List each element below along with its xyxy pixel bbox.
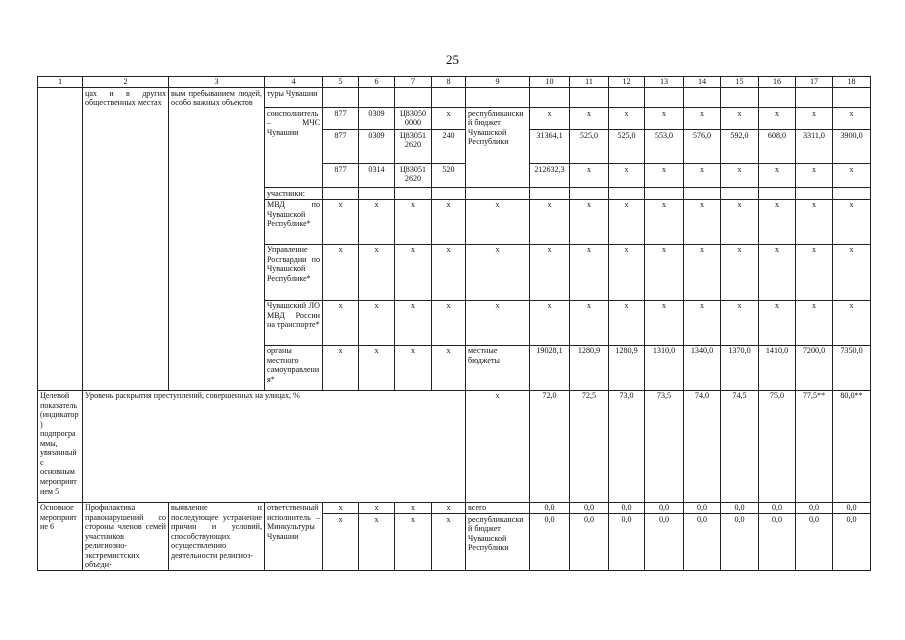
budget-source-cell: местные бюджеты	[466, 345, 530, 390]
value-cell: 7350,0	[833, 345, 871, 390]
code-cell: 877	[323, 164, 359, 188]
value-cell: 72,0	[530, 390, 570, 502]
header-cell: 4	[265, 77, 323, 88]
value-cell: 1370,0	[721, 345, 759, 390]
participant-cell: Чувашский ЛО МВД России на транспорте*	[265, 300, 323, 345]
value-cell: 0,0	[645, 502, 684, 514]
value-cell: 0,0	[796, 514, 833, 571]
budget-source-cell: х	[466, 300, 530, 345]
code-cell: Ц83051 2620	[395, 164, 432, 188]
header-cell: 18	[833, 77, 871, 88]
value-cell: 3900,0	[833, 130, 871, 164]
code-cell: х	[359, 300, 395, 345]
code-cell: х	[395, 502, 432, 514]
value-cell: х	[530, 108, 570, 130]
code-cell: 240	[432, 130, 466, 164]
value-cell: 553,0	[645, 130, 684, 164]
code-cell: х	[359, 199, 395, 244]
value-cell: х	[833, 164, 871, 188]
value-cell: х	[609, 164, 645, 188]
value-cell: х	[833, 199, 871, 244]
header-cell: 8	[432, 77, 466, 88]
value-cell: 0,0	[570, 514, 609, 571]
value-cell: х	[530, 244, 570, 300]
header-cell: 2	[83, 77, 169, 88]
value-cell: 0,0	[759, 514, 796, 571]
value-cell: х	[759, 300, 796, 345]
value-cell: х	[570, 244, 609, 300]
table-row	[38, 88, 871, 108]
code-cell: х	[359, 244, 395, 300]
value-cell: 0,0	[645, 514, 684, 571]
code-cell: х	[432, 108, 466, 130]
header-cell: 3	[169, 77, 265, 88]
value-cell: х	[570, 300, 609, 345]
value-cell: х	[833, 108, 871, 130]
value-cell: 0,0	[684, 502, 721, 514]
value-cell: х	[833, 244, 871, 300]
value-cell: 1410,0	[759, 345, 796, 390]
value-cell: 1340,0	[684, 345, 721, 390]
code-cell: х	[359, 514, 395, 571]
value-cell: 0,0	[721, 502, 759, 514]
header-row	[38, 77, 871, 88]
event-label-cell: Основное мероприятие 6	[38, 502, 83, 571]
value-cell: 212632,3	[530, 164, 570, 188]
value-cell: х	[759, 108, 796, 130]
executor-cell: соисполнитель – МЧС Чувашии	[265, 108, 323, 188]
budget-source-cell: всего	[466, 502, 530, 514]
header-cell: 15	[721, 77, 759, 88]
value-cell: 3311,0	[796, 130, 833, 164]
value-cell: х	[609, 199, 645, 244]
value-cell: 73,0	[609, 390, 645, 502]
header-cell: 10	[530, 77, 570, 88]
value-cell: х	[796, 164, 833, 188]
code-cell: 877	[323, 130, 359, 164]
value-cell: х	[833, 300, 871, 345]
value-cell: 0,0	[609, 514, 645, 571]
value-cell: х	[645, 199, 684, 244]
value-cell: 525,0	[609, 130, 645, 164]
indicator-c9-cell: х	[466, 390, 530, 502]
value-cell: 74,0	[684, 390, 721, 502]
value-cell: 0,0	[530, 502, 570, 514]
code-cell: 520	[432, 164, 466, 188]
value-cell: 0,0	[570, 502, 609, 514]
code-cell: х	[432, 345, 466, 390]
value-cell: 77,5**	[796, 390, 833, 502]
code-cell: х	[395, 514, 432, 571]
value-cell: х	[645, 300, 684, 345]
value-cell: 75,0	[759, 390, 796, 502]
value-cell: х	[570, 164, 609, 188]
code-cell: х	[323, 345, 359, 390]
header-cell: 13	[645, 77, 684, 88]
participants-label: участники:	[265, 188, 323, 200]
value-cell: х	[796, 108, 833, 130]
value-cell: 19028,1	[530, 345, 570, 390]
participant-cell: органы местного самоуправления*	[265, 345, 323, 390]
event-description-cell: вым пребыванием людей, особо важных объектов	[169, 88, 265, 391]
value-cell: 74,5	[721, 390, 759, 502]
code-cell: х	[432, 514, 466, 571]
code-cell: х	[395, 300, 432, 345]
value-cell: х	[684, 164, 721, 188]
value-cell: х	[609, 244, 645, 300]
header-cell: 17	[796, 77, 833, 88]
value-cell: х	[645, 244, 684, 300]
code-cell: х	[323, 244, 359, 300]
code-cell: 0314	[359, 164, 395, 188]
value-cell: 0,0	[796, 502, 833, 514]
value-cell: х	[721, 300, 759, 345]
event-name-cell: цах и в других общественных местах	[83, 88, 169, 391]
budget-source-cell: республиканский бюджет Чувашской Республики	[466, 514, 530, 571]
code-cell: х	[432, 244, 466, 300]
value-cell: 0,0	[684, 514, 721, 571]
value-cell: х	[721, 244, 759, 300]
event-name-cell: Профилактика правонарушений со стороны членов семей участников религиозно-экстремистских объеди-	[83, 502, 169, 571]
value-cell: 0,0	[609, 502, 645, 514]
budget-source-cell: х	[466, 244, 530, 300]
code-cell: Ц83050 0000	[395, 108, 432, 130]
code-cell: Ц83051 2620	[395, 130, 432, 164]
value-cell: 72,5	[570, 390, 609, 502]
value-cell: х	[796, 244, 833, 300]
value-cell: 31364,1	[530, 130, 570, 164]
header-cell: 1	[38, 77, 83, 88]
value-cell: х	[759, 244, 796, 300]
value-cell: 73,5	[645, 390, 684, 502]
code-cell: 0309	[359, 130, 395, 164]
event-label-cell	[38, 88, 83, 391]
value-cell: х	[796, 199, 833, 244]
header-cell: 7	[395, 77, 432, 88]
header-cell: 5	[323, 77, 359, 88]
value-cell: 1280,9	[570, 345, 609, 390]
value-cell: х	[684, 199, 721, 244]
value-cell: 1280,9	[609, 345, 645, 390]
value-cell: х	[570, 108, 609, 130]
budget-source-cell: республиканский бюджет Чувашской Республики	[466, 108, 530, 188]
value-cell: 525,0	[570, 130, 609, 164]
code-cell: х	[432, 300, 466, 345]
event-description-cell: выявление и последующее устранение причин и условий, способствующих осуществлению деятельности религиоз-	[169, 502, 265, 571]
value-cell: 0,0	[833, 514, 871, 571]
value-cell: х	[684, 244, 721, 300]
header-cell: 11	[570, 77, 609, 88]
value-cell: х	[721, 199, 759, 244]
value-cell: 80,0**	[833, 390, 871, 502]
table-row	[38, 502, 871, 514]
code-cell: х	[323, 199, 359, 244]
executor-cell: ответственный исполнитель – Минкультуры Чувашии	[265, 502, 323, 571]
value-cell: х	[609, 300, 645, 345]
indicator-row	[38, 390, 871, 502]
value-cell: х	[684, 300, 721, 345]
value-cell: 0,0	[530, 514, 570, 571]
code-cell: х	[359, 345, 395, 390]
header-cell: 16	[759, 77, 796, 88]
value-cell: х	[645, 108, 684, 130]
code-cell: х	[395, 345, 432, 390]
header-cell: 14	[684, 77, 721, 88]
value-cell: 576,0	[684, 130, 721, 164]
participant-cell: МВД по Чувашской Республике*	[265, 199, 323, 244]
page-number: 25	[446, 52, 459, 67]
code-cell: х	[395, 244, 432, 300]
value-cell: 0,0	[833, 502, 871, 514]
budget-source-cell: х	[466, 199, 530, 244]
value-cell: х	[759, 199, 796, 244]
indicator-text-cell: Уровень раскрытия преступлений, совершенных на улицах, %	[83, 390, 466, 502]
value-cell: 1310,0	[645, 345, 684, 390]
value-cell: х	[796, 300, 833, 345]
value-cell: х	[759, 164, 796, 188]
code-cell: 0309	[359, 108, 395, 130]
value-cell: 0,0	[721, 514, 759, 571]
code-cell: х	[395, 199, 432, 244]
code-cell: х	[432, 502, 466, 514]
code-cell: 877	[323, 108, 359, 130]
value-cell: х	[721, 164, 759, 188]
code-cell: х	[323, 502, 359, 514]
header-cell: 9	[466, 77, 530, 88]
executor-cell: туры Чувашии	[265, 88, 323, 108]
indicator-label-cell: Целевой показатель (индикатор) подпрограммы, увязанный с основным мероприятием 5	[38, 390, 83, 502]
code-cell: х	[432, 199, 466, 244]
header-cell: 6	[359, 77, 395, 88]
value-cell: х	[609, 108, 645, 130]
value-cell: 7200,0	[796, 345, 833, 390]
budget-table	[37, 76, 871, 571]
value-cell: х	[645, 164, 684, 188]
value-cell: 0,0	[759, 502, 796, 514]
participant-cell: Управление Росгвардии по Чувашской Республике*	[265, 244, 323, 300]
value-cell: х	[721, 108, 759, 130]
value-cell: х	[684, 108, 721, 130]
value-cell: 592,0	[721, 130, 759, 164]
value-cell: х	[530, 199, 570, 244]
value-cell: 608,0	[759, 130, 796, 164]
code-cell: х	[323, 300, 359, 345]
header-cell: 12	[609, 77, 645, 88]
code-cell: х	[359, 502, 395, 514]
value-cell: х	[530, 300, 570, 345]
value-cell: х	[570, 199, 609, 244]
code-cell: х	[323, 514, 359, 571]
